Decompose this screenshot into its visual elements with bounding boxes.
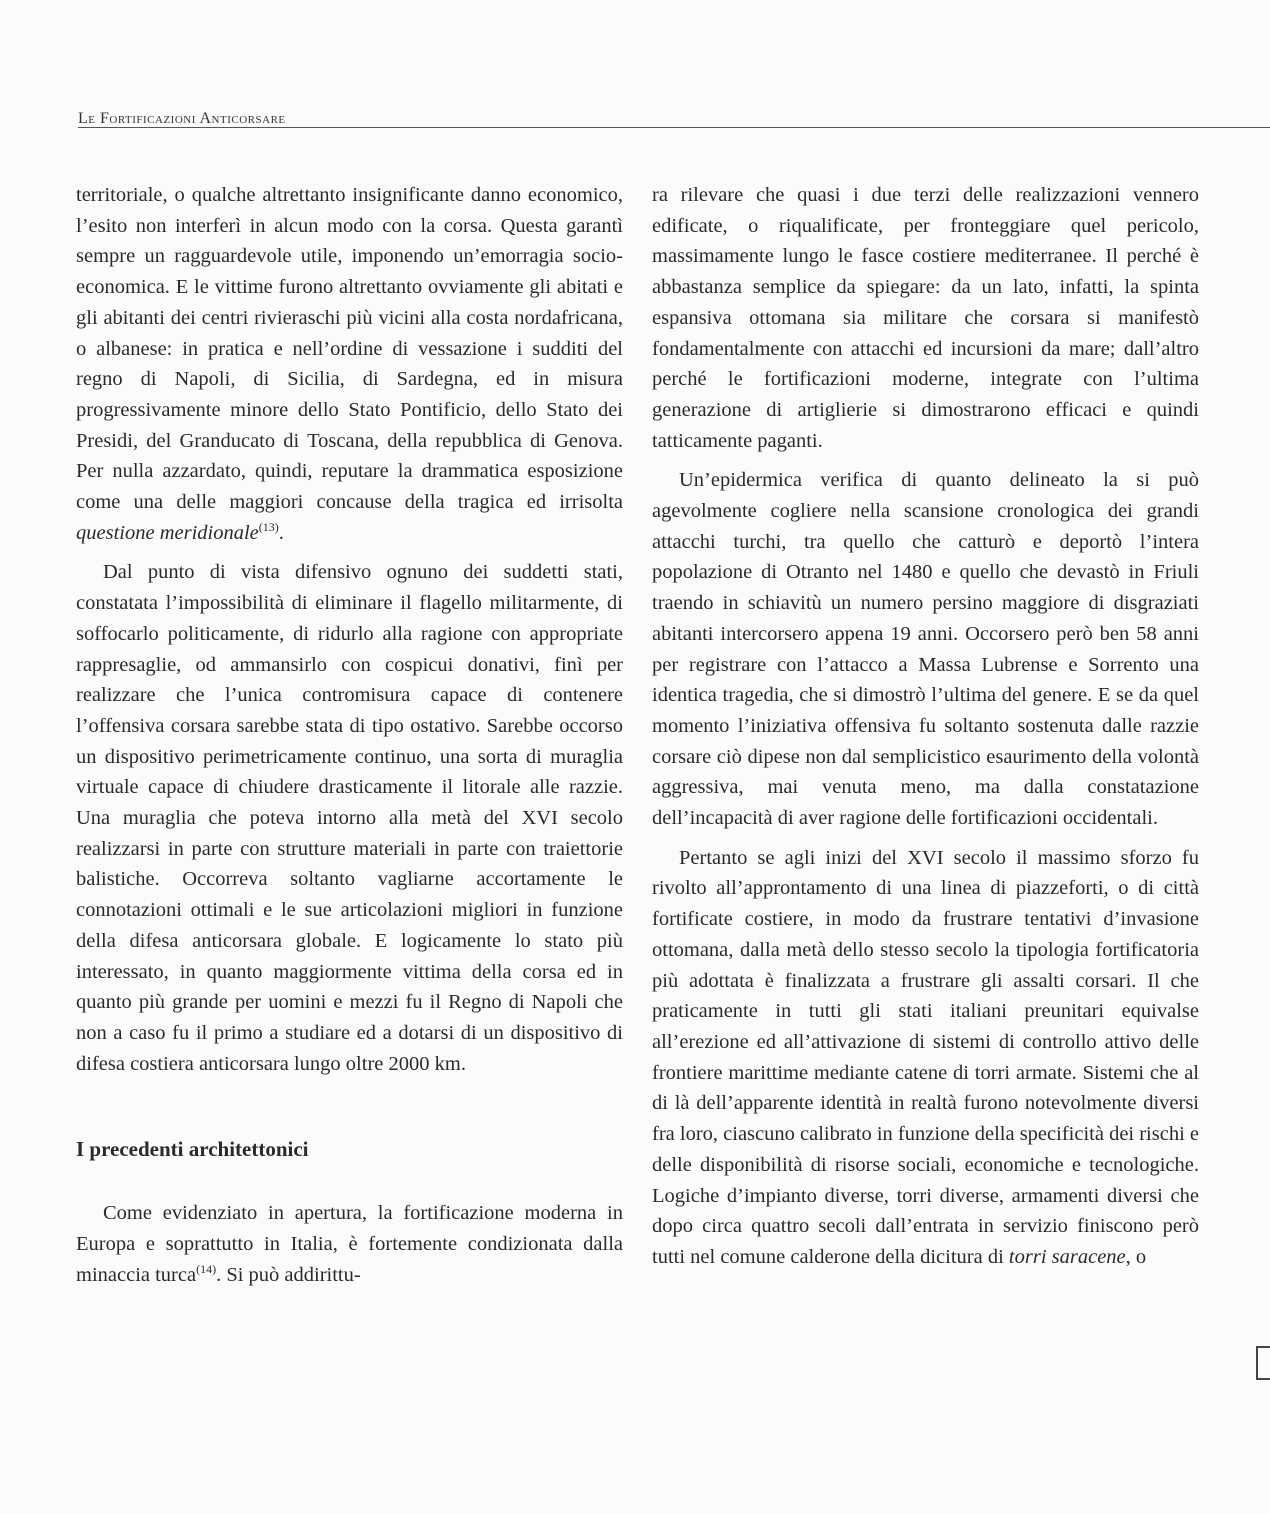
paragraph-end: . (278, 521, 284, 544)
paragraph-text: Pertanto se agli inizi del XVI secolo il massimo sforzo fu rivolto all’approntamento di una linea di piazzeforti, o di città fortificate costiere, in modo da frustrare tentativi d’invasione ottomana, dalla metà dello stesso secolo la tipologia fortificatoria più adottata è finalizzata a frustrare gli assalti corsari. Il che praticamente in tutti gli stati italiani preunitari equivalse all’erezione ed all’attivazione di sistemi di controllo attivo delle frontiere marittime mediante catene di torri armate. Sistemi che al di là dell’apparente identità in realtà furono notevolmente diversi fra loro, ciascuno calibrato in funzione della specificità dei rischi e delle disponibilità di risorse sociali, economiche e tecnologiche. Logiche d’impianto diverse, torri diverse, armamenti diversi che dopo circa quattro secoli dall’entrata in servizio finiscono però tutti nel comune calderone della dicitura di (652, 846, 1200, 1268)
header-rule (78, 127, 1270, 128)
paragraph: Dal punto di vista difensivo ognuno dei suddetti stati, constatata l’impossibilità di eliminare il flagello militarmente, di soffocarlo politicamente, di ridurlo alla ragione con appropriate rappresaglie, od ammansirlo con cospicui donativi, finì per realizzare che l’unica contromisura capace di contenere l’offensiva corsara sarebbe stata di tipo ostativo. Sarebbe occorso un dispositivo perimetricamente continuo, una sorta di muraglia virtuale capace di chiudere drasticamente il litorale alle razzie. Una muraglia che poteva intorno alla metà del XVI secolo realizzarsi in parte con strutture materiali in parte con traiettorie balistiche. Occorreva soltanto vagliarne accortamente le connotazioni ottimali e le sue articolazioni migliori in funzione della difesa anticorsara globale. E logicamente lo stato più interessato, in quanto maggiormente vittima della corsa ed in quanto più grande per uomini e mezzi fu il Regno di Napoli che non a caso fu il primo a studiare ed a dotarsi di un dispositivo di difesa costiera anticorsara lungo oltre 2000 km. (76, 561, 623, 1075)
page-edge-mark (1256, 1346, 1270, 1380)
footnote-ref: (14) (196, 1261, 217, 1276)
paragraph-continued (76, 180, 623, 548)
paragraph (652, 843, 1199, 1273)
right-column (652, 180, 1199, 1273)
running-head: Le Fortificazioni Anticorsare (78, 110, 286, 127)
section-heading: I precedenti architettonici (76, 1137, 309, 1162)
italic-term: questione meridionale (76, 521, 259, 544)
footnote-ref: (13) (258, 519, 279, 534)
paragraph-text: , o (1125, 1245, 1147, 1268)
left-column (76, 180, 623, 1290)
paragraph-text: . Si può addirittu- (216, 1263, 361, 1286)
paragraph (76, 1198, 623, 1290)
italic-term: torri saracene (1008, 1245, 1126, 1268)
paragraph-text: Come evidenziato in apertura, la fortificazione moderna in Europa e soprattutto in Italia, è fortemente condizionata dalla minaccia turca (76, 1202, 623, 1286)
paragraph-text: territoriale, o qualche altrettanto insignificante danno economico, l’esito non interferì in alcun modo con la corsa. Questa garantì sempre un ragguardevole utile, imponendo un’emorragia socio-economica. E le vittime furono altrettanto ovviamente gli abitati e gli abitanti dei centri rivieraschi più vicini alla costa nordafricana, o albanese: in pratica e nell’ordine di vessazione i sudditi del regno di Napoli, di Sicilia, di Sardegna, ed in misura progressivamente minore dello Stato Pontificio, dello Stato dei Presidi, del Granducato di Toscana, della repubblica di Genova. Per nulla azzardato, quindi, reputare la drammatica esposizione come una delle maggiori concause della tragica ed irrisolta (76, 184, 623, 514)
paragraph-continued: ra rilevare che quasi i due terzi delle realizzazioni vennero edificate, o riqualificate, per fronteggiare quel pericolo, massimamente lungo le fasce costiere mediterranee. Il perché è abbastanza semplice da spiegare: da un lato, infatti, la spinta espansiva ottomana sia militare che corsara si manifestò fondamentalmente con attacchi ed incursioni da mare; dall’altro perché le fortificazioni moderne, integrate con l’ultima generazione di artiglierie si dimostrarono efficaci e quindi tatticamente paganti. (652, 184, 1199, 452)
paragraph: Un’epidermica verifica di quanto delineato la si può agevolmente cogliere nella scansione cronologica dei grandi attacchi turchi, tra quello che catturò e deportò l’intera popolazione di Otranto nel 1480 e quello che devastò in Friuli traendo in schiavitù un numero persino maggiore di disgraziati abitanti intercorsero appena 19 anni. Occorsero però ben 58 anni per registrare con l’attacco a Massa Lubrense e Sorrento una identica tragedia, che si dimostrò l’ultima del genere. E se da quel momento l’iniziativa offensiva fu soltanto sostenuta dalle razzie corsare ciò dipese non dal semplicistico esaurimento della volontà aggressiva, mai venuta meno, ma dalla constatazione dell’incapacità di aver ragione delle fortificazioni occidentali. (652, 469, 1199, 830)
